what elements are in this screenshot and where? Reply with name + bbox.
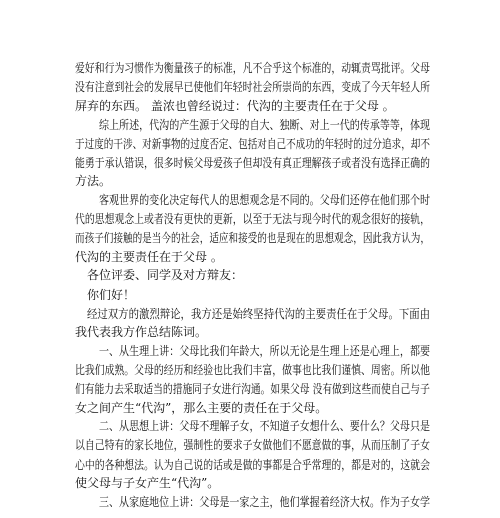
text-line: 一、从生理上讲：父母比我们年龄大，所以无论是生理上还是心理上，都要 — [99, 344, 431, 359]
text-line: 代的思想观念上或者没有更快的更新，以至于无法与现今时代的观念很好的接轨， — [75, 211, 431, 226]
text-line: 方法。 — [75, 174, 112, 189]
greeting-line: 各位评委、同学及对方辩友： — [87, 268, 244, 283]
text-line: 而孩子们接触的是当今的社会，适应和接受的也是现在的思想观念，因此我方认为， — [75, 230, 430, 245]
text-line: 使父母与子女产生“代沟”。 — [75, 475, 220, 490]
text-line: 我代表我方作总结陈词。 — [75, 325, 208, 340]
text-line: 以自己特有的家长地位，强制性的要求子女做他们不愿意做的事，从而压制了子女 — [75, 438, 431, 453]
text-line: 客观世界的变化决定每代人的思想观念是不同的。父母们还停在他们那个时 — [99, 193, 431, 208]
text-line: 二、从思想上讲：父母不理解子女，不知道子女想什么、要什么？父母只是 — [99, 419, 431, 434]
text-line: 女之间产生“代沟”，那么主要的责任在于父母。 — [75, 400, 328, 415]
text-line: 们有能力去采取适当的措施同子女进行沟通。如果父母 没有做到这些而使自己与子 — [75, 381, 430, 396]
greeting-line: 你们好！ — [87, 287, 136, 302]
text-line: 心中的各种想法。认为自己说的话或是做的事都是合乎常理的，都是对的，这就会 — [75, 457, 431, 472]
text-line: 综上所述，代沟的产生源于父母的自大、独断、对上一代的传承等等，体现 — [99, 117, 431, 132]
text-line: 能勇于承认错误，很多时候父母爱孩子但却没有真正理解孩子或者没有选择正确的 — [75, 155, 431, 170]
text-line: 没有注意到社会的发展早已使他们年轻时社会所崇尚的东西，变成了今天年轻人所 — [75, 80, 431, 95]
text-line: 爱好和行为习惯作为衡量孩子的标准，凡不合乎这个标准的，动辄责骂批评。父母 — [75, 61, 431, 75]
text-line: 比我们成熟。父母的经历和经验也比我们丰富，做事也比我们谨慎、周密。所以他 — [75, 362, 431, 377]
text-line: 经过双方的激烈辩论，我方还是始终坚持代沟的主要责任在于父母。下面由 — [87, 306, 431, 321]
text-line: 屏弃的东西。 盖浓也曾经说过：代沟的主要责任在于父母 。 — [75, 99, 395, 114]
text-line: 三、从家庭地位上讲：父母是一家之主，他们掌握着经济大权。作为子女学 — [99, 495, 431, 509]
text-line: 代沟的主要责任在于父母 。 — [75, 250, 223, 265]
text-line: 于过度的干涉、对新事物的过度否定、包括对自己不成功的年轻时的过分追求，却不 — [75, 136, 430, 151]
